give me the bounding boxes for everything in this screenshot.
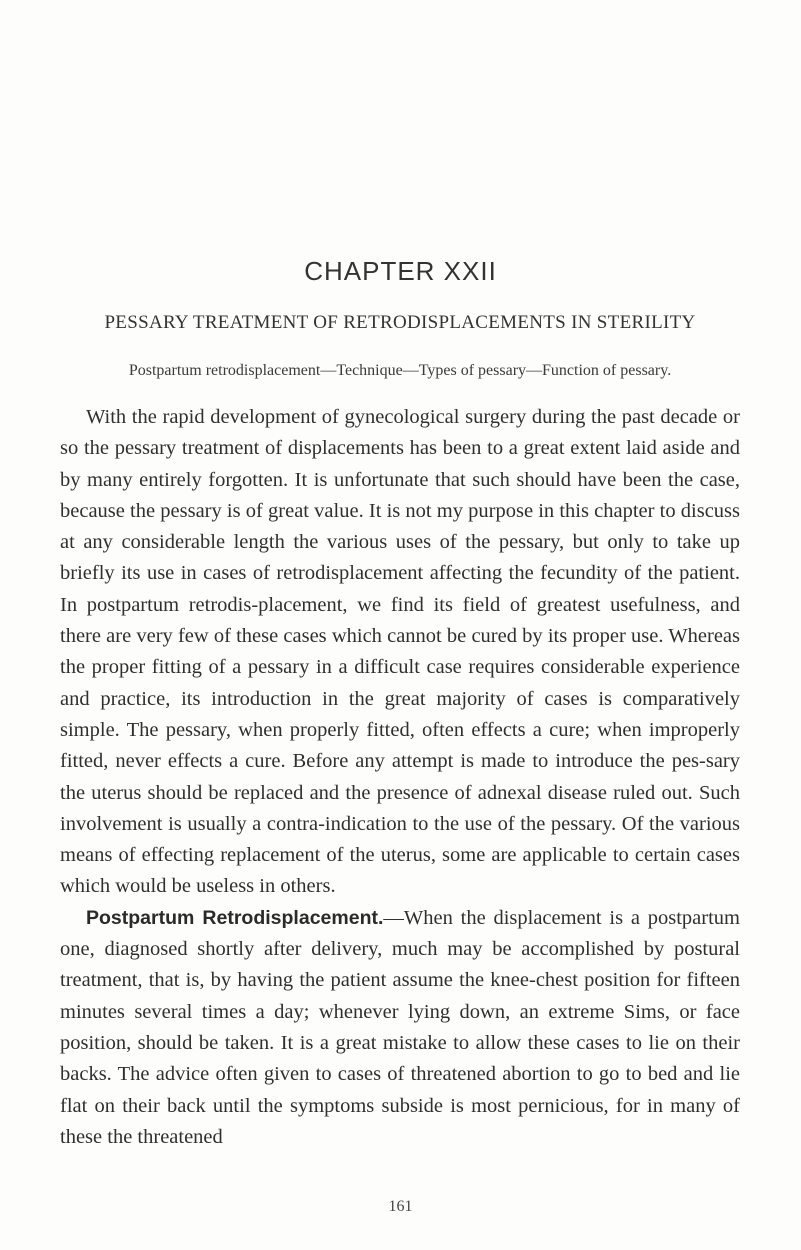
chapter-title: PESSARY TREATMENT OF RETRODISPLACEMENTS IN STERILITY: [104, 312, 696, 333]
paragraph-1: With the rapid development of gynecological surgery during the past decade or so the pessary treatment of displacements has been to a great extent laid aside and by many entirely forgotten. It is unfortunate that such should have been the case, because the pessary is of great value. It is not my purpose in this chapter to discuss at any considerable length the various uses of the pessary, but only to take up briefly its use in cases of retrodisplacement affecting the fecundity of the patient. In postpartum retrodis-placement, we find its field of greatest usefulness, and there are very few of these cases which cannot be cured by its proper use. Whereas the proper fitting of a pessary in a difficult case requires considerable experience and practice, its introduction in the great majority of cases is comparatively simple. The pessary, when properly fitted, often effects a cure; when improperly fitted, never effects a cure. Before any attempt is made to introduce the pes-sary the uterus should be replaced and the presence of adnexal disease ruled out. Such involvement is usually a contra-indication to the use of the pessary. Of the various means of effecting replacement of the uterus, some are applicable to certain cases which would be useless in others.: [60, 406, 740, 898]
page-number: 161: [388, 1198, 413, 1215]
paragraph-2: [60, 903, 740, 1153]
paragraph-2-text: —When the displacement is a postpartum one, diagnosed shortly after delivery, much may be accomplished by postural treatment, that is, by having the patient assume the knee-chest position for fifteen minutes several times a day; whenever lying down, an extreme Sims, or face position, should be taken. It is a great mistake to allow these cases to lie on their backs. The advice often given to cases of threatened abortion to go to bed and lie flat on their back until the symptoms subside is most pernicious, for in many of these the threatened: [60, 906, 740, 1148]
run-in-heading: Postpartum Retrodisplacement.: [86, 906, 384, 929]
chapter-heading: CHAPTER XXII: [304, 256, 497, 286]
body-text: [60, 402, 740, 1153]
chapter-synopsis: Postpartum retrodisplacement—Technique—Types of pessary—Function of pessary.: [128, 362, 672, 379]
